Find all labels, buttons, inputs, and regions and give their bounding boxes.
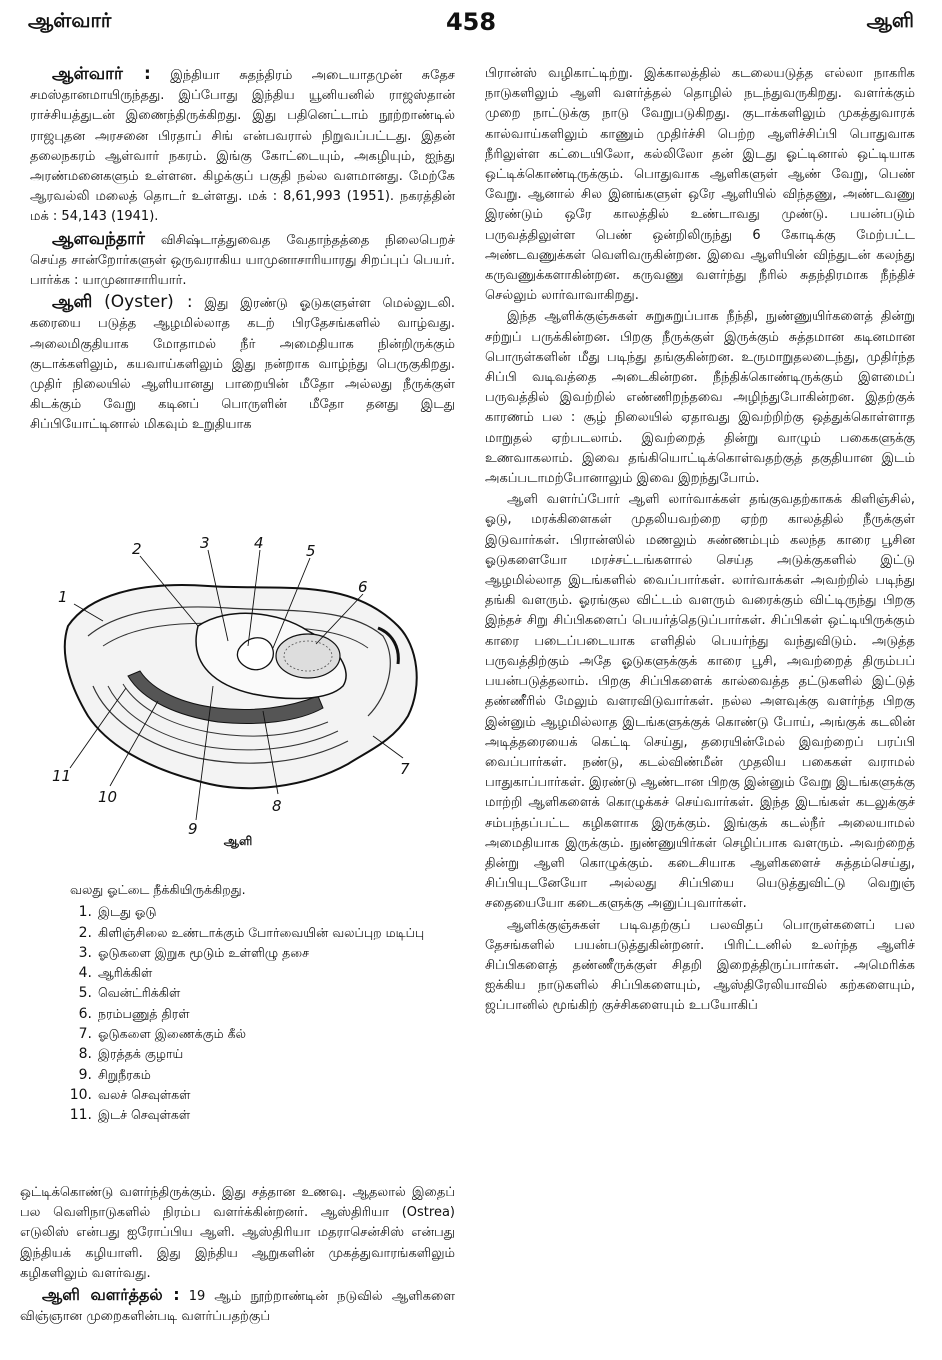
figure-caption: ஆளி xyxy=(223,834,253,848)
callout-3: 3 xyxy=(200,536,210,552)
legend-text: ஓடுகளை இணைக்கும் கீல் xyxy=(98,1026,247,1042)
legend-text: கிளிஞ்சிலை உண்டாக்கும் போர்வையின் வலப்புற மடிப்பு xyxy=(98,924,425,940)
callout-6: 6 xyxy=(358,578,368,596)
legend-num: 8. xyxy=(78,1046,92,1063)
running-header-right: ஆளி xyxy=(866,8,914,32)
entry-text-alwar: இந்தியா சுதந்திரம் அடையாதமுன் சுதேச சமஸ்தானமாயிருந்தது. இப்போது இந்திய யூனியனில் ராஜஸ்தான் ராச்சியத்துடன் இணைந்திருக்கிறது. இது பதினெட்டாம் நூற்றாண்டில் ராஜபுதன அரசனை பிரதாப் சிங் என்பவரால் நிறுவப்பட்டது. இதன் தலைநகரம் ஆள்வார் நகரம். இங்கு கோட்டையும், அகழியும், ஐந்து அரண்மனைகளும் உள்ளன. கிழக்குப் பகுதி நல்ல வளமானது. மேற்கே ஆரவல்லி மலைத் தொடர் உள்ளது. மக் : 8,61,993 (1951). நகரத்தின் மக் : 54,143 (1941). xyxy=(30,68,455,225)
legend-item xyxy=(60,983,460,1003)
legend-num: 10. xyxy=(69,1086,92,1103)
entry-term-alavandar: ஆளவந்தார் xyxy=(52,228,145,249)
legend-text: ஆரிக்கிள் xyxy=(98,965,153,981)
legend-item xyxy=(60,963,460,983)
paragraph: ஆளி வளர்ப்போர் ஆளி லார்வாக்கள் தங்குவதற்காகக் கிளிஞ்சில், ஓடு, மரக்கிளைகள் முதலியவற்றை ஏற்ற காலத்தில் நீருக்குள் இடுவார்கள். பிரான்ஸில் மணலும் சுண்ணம்பும் கலந்த காரை பூசின ஓடுகளையோ மரச்சட்டங்களால் செய்த அடுக்குகளில் இட்டு ஆழமில்லாத இடங்களில் வைப்பார்கள். லார்வாக்கள் அவற்றில் படிந்து தங்கி வளரும். ஓரங்குல விட்டம் வளரும் வரைக்கும் விட்டிருந்து பிறகு இந்தச் சிறு சிப்பிகளைப் பெயர்த்தெடுப்பார்கள். சிப்பிகள் ஒட்டியிருக்கும் காரை படைப்படையாக எளிதில் பெயர்ந்து வந்துவிடும். அடுத்த பருவத்திற்கும் அதே ஓடுகளுக்குக் காரை பூசி, அவற்றைத் திரும்பப் பயன்படுத்தலாம். பிறகு சிப்பிகளைக் கால்வைத்த தட்டுகளில் இட்டுத் தண்ணீரில் மேலும் வளரவிடுவார்கள். நல்ல அளவுக்கு வளர்ந்த பிறகு இன்னும் ஆழமில்லாத இடங்களுக்குக் கொண்டு போய், அங்குக் கடலின் அடித்தரையைக் கெட்டி செய்து, தரையின்மேல் இவற்றைப் பரப்பி வைப்பார்கள். நண்டு, கடல்விண்மீன் முதலிய பகைகள் வராமல் பாதுகாப்பார்கள். இரண்டு ஆண்டான பிறகு இன்னும் வேறு இடங்களுக்கு மாற்றி ஆளிகளைக் கொழுக்கச் செய்வார்கள். இந்த இடங்கள் கடலுக்குச் சம்பந்தப்பட்ட கழிகளாக இருக்கும். இங்குக் கடல்நீர் அலையாமல் அமைதியாக இருக்கும். நுண்ணுயிர்கள் செழிப்பாக வளரும். அவற்றைத் தின்று ஆளி கொழுக்கும். கடைசியாக ஆளிகளைச் சுத்தம்செய்து, சிப்பியுடனேயோ அல்லது சிப்பியை யெடுத்துவிட்டு வெறுஞ் சதையையோ கடைகளுக்கு அனுப்புவார்கள். xyxy=(485,492,915,912)
legend-text: இடது ஓடு xyxy=(98,904,157,920)
oyster-figure xyxy=(48,536,428,856)
paragraph: இந்த ஆளிக்குஞ்சுகள் சுறுசுறுப்பாக நீந்தி, நுண்ணுயிர்களைத் தின்று சற்றுப் பருக்கின்றன. பிறகு நீருக்குள் இருக்கும் சுத்தமான கடினமான பொருள்களின் மீது படிந்து தங்குகின்றன. உருமாறுதலடைந்து, முதிர்ந்த சிப்பி வடிவத்தை அடைகின்றன. நீந்திக்கொண்டிருக்கும் இளமைப் பருவத்தில் இவற்றில் எண்ணிறந்தவை அழிந்துபோகின்றன. இதற்குக் காரணம் பல : சூழ் நிலையில் ஏதாவது இவற்றிற்கு ஒத்துக்கொள்ளாத மாறுதல் ஏற்படலாம். இவற்றைத் தின்று வாழும் பகைகளுக்கு உணவாகலாம். இவை தங்கியொட்டிக்கொள்வதற்குத் தகுதியான இடம் அகப்படாமற்போனாலும் இவை இறந்துபோம். xyxy=(485,309,915,487)
legend-num: 3. xyxy=(78,944,92,961)
entry-text-alavandar: விசிஷ்டாத்துவைத வேதாந்தத்தை நிலைபெறச் செய்த சான்றோர்களுள் ஒருவராகிய யாமுனாசாரியாரது சிறப்புப் பெயர். பார்க்க : யாமுனாசாரியார். xyxy=(30,232,455,289)
entry-term-aali-culture: ஆளி வளர்த்தல் : xyxy=(42,1285,180,1305)
callout-2: 2 xyxy=(132,540,142,558)
legend-text: சிறுநீரகம் xyxy=(98,1066,151,1082)
entry-alavandar xyxy=(30,229,455,292)
entry-text-aali: இது இரண்டு ஓடுகளுள்ள மெல்லுடலி. கரையை படுத்த ஆழமில்லாத கடற் பிரதேசங்களில் வாழ்வது. அலைமிகுதியாக மோதாமல் நீர் அமைதியாக நின்றிருக்கும் குடாக்களிலும், கயவாய்களிலும் இது நன்றாக வாழ்ந்து பெருகுகிறது. முதிர் நிலையில் ஆளியானது பாறையின் மீதோ அல்லது நீருக்குள் கிடக்கும் வேறு கடினப் பொருளின் மீதோ தனது இடது சிப்பியோட்டினால் மிகவும் உறுதியாக xyxy=(30,296,455,433)
callout-9: 9 xyxy=(188,820,198,836)
legend-intro: வலது ஓட்டை நீக்கியிருக்கிறது. xyxy=(70,882,246,897)
legend-item xyxy=(60,902,460,922)
legend-list xyxy=(60,902,460,1125)
legend-item xyxy=(60,1065,460,1085)
legend-num: 7. xyxy=(78,1026,92,1043)
paragraph: பிரான்ஸ் வழிகாட்டிற்று. இக்காலத்தில் கடலையடுத்த எல்லா நாகரிக நாடுகளிலும் ஆளி வளர்த்தல் தொழில் நடந்துவருகிறது. வளர்க்கும் முறை நாட்டுக்கு நாடு வேறுபடுகிறது. குடாக்களிலும் முகத்துவாரக் கால்வாய்களிலும் காணும் முதிர்ச்சி பெற்ற ஆளிச்சிப்பி பொதுவாக நீரிலுள்ள கட்டையிலோ, கல்லிலோ தன் இடது ஓட்டினால் ஒட்டியாக ஒட்டிக்கொண்டிருக்கும். பொதுவாக ஆளிகளுள் ஆண் வேறு, பெண் வேறு. ஆனால் சில இனங்களுள் ஒரே ஆளியில் விந்தணு, அண்டவணு இரண்டும் ஒரே காலத்தில் உண்டாவது முண்டு. பயன்படும் பருவத்திலுள்ள பெண் ஒன்றிலிருந்து 6 கோடிக்கு மேற்பட்ட அண்டவணுக்கள் வெளிவருகின்றன. இவை ஆளியின் விந்துடன் கலந்து கருவணுக்களாகின்றன. கருவணு வளர்ந்து நீரில் சுதந்திரமாக நீந்திச் செல்லும் லார்வாவாகிறது. xyxy=(485,66,915,304)
entry-term-aali-en: (Oyster) : xyxy=(104,292,193,313)
legend-item xyxy=(60,1004,460,1024)
legend-item xyxy=(60,1105,460,1125)
callout-4: 4 xyxy=(254,536,264,552)
legend-text: வென்ட்ரிக்கிள் xyxy=(98,985,181,1001)
running-header-left: ஆள்வார் xyxy=(28,8,112,32)
oyster-illustration xyxy=(48,536,428,836)
callout-5: 5 xyxy=(306,542,316,560)
figure-legend xyxy=(60,880,460,1126)
legend-num: 9. xyxy=(78,1066,92,1083)
left-column-bottom xyxy=(20,1183,455,1328)
legend-num: 2. xyxy=(78,924,92,941)
legend-num: 4. xyxy=(78,965,92,982)
legend-num: 5. xyxy=(78,985,92,1002)
callout-1: 1 xyxy=(58,588,68,606)
legend-text: ஓடுகளை இறுக மூடும் உள்ளிழு தசை xyxy=(98,944,309,960)
callout-7: 7 xyxy=(400,760,410,778)
legend-item xyxy=(60,943,460,963)
legend-item xyxy=(60,1044,460,1064)
callout-8: 8 xyxy=(272,797,282,815)
legend-item xyxy=(60,923,460,943)
legend-text: இரத்தக் குழாய் xyxy=(98,1046,184,1062)
legend-num: 11. xyxy=(69,1107,92,1124)
legend-num: 6. xyxy=(78,1005,92,1022)
entry-aali xyxy=(30,292,455,435)
entry-term-aali: ஆளி xyxy=(52,292,93,313)
callout-10: 10 xyxy=(98,788,118,806)
legend-text: இடச் செவுள்கள் xyxy=(98,1107,191,1123)
legend-text: வலச் செவுள்கள் xyxy=(98,1086,191,1102)
legend-text: நரம்பணுத் திரள் xyxy=(98,1005,190,1021)
left-column xyxy=(30,64,455,437)
callout-11: 11 xyxy=(52,767,72,785)
legend-item xyxy=(60,1024,460,1044)
entry-alwar xyxy=(30,64,455,228)
right-column xyxy=(485,64,915,1018)
entry-text-aali-culture: 19 ஆம் நூற்றாண்டின் நடுவில் ஆளிகளை விஞ்ஞான முறைகளின்படி வளர்ப்பதற்குப் xyxy=(20,1289,455,1325)
page-number: 458 xyxy=(445,8,497,36)
legend-item xyxy=(60,1085,460,1105)
paragraph: ஆளிக்குஞ்சுகள் படிவதற்குப் பலவிதப் பொருள்களைப் பல தேசங்களில் பயன்படுத்துகின்றனர். பிரிட்டனில் உலர்ந்த ஆளிச் சிப்பிகளைத் தண்ணீருக்குள் சிதறி இறைத்திருப்பார்கள். அமெரிக்க ஐக்கிய நாடுகளில் சிப்பிகளையும், ஆஸ்திரேலியாவில் கற்களையும், ஜப்பானில் மூங்கிற் குச்சிகளையும் உபயோகிப் xyxy=(485,917,915,1014)
legend-num: 1. xyxy=(78,904,92,921)
entry-aali-culture xyxy=(20,1285,455,1327)
entry-aali-continued: ஒட்டிக்கொண்டு வளர்ந்திருக்கும். இது சத்தான உணவு. ஆதலால் இதைப் பல வெளிநாடுகளில் நிரம்ப வளர்க்கின்றனர். ஆஸ்திரியா (Ostrea) எடுலிஸ் என்பது ஐரோப்பிய ஆளி. ஆஸ்திரியா மதராசென்சிஸ் என்பது இந்தியக் கழியாளி. இது இந்திய ஆறுகளின் முகத்துவாரங்களிலும் கழிகளிலும் வளர்வது. xyxy=(20,1185,455,1281)
entry-term-alwar: ஆள்வார் : xyxy=(52,64,151,84)
